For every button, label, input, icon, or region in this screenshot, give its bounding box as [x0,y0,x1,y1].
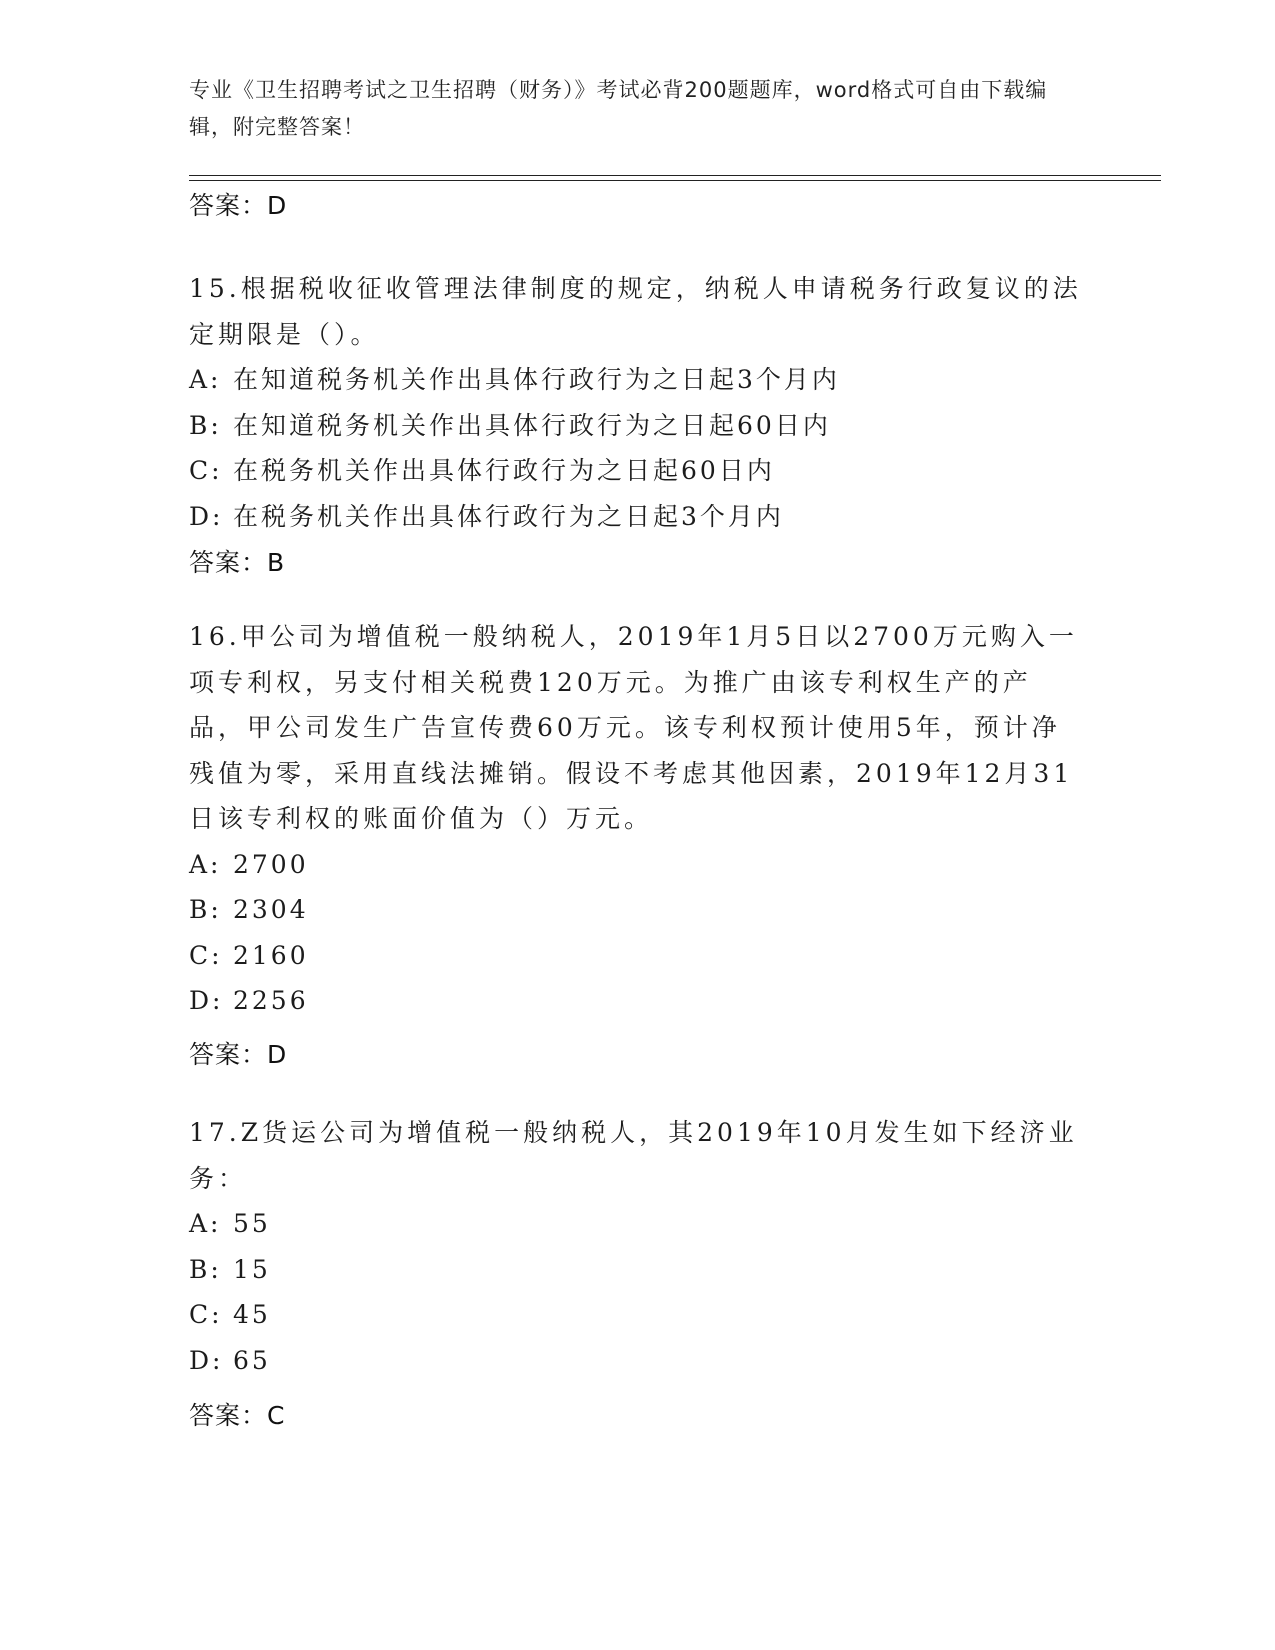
option-list [189,357,1089,539]
option-a: A: 2700 [189,849,309,879]
question-stem: 17.Z货运公司为增值税一般纳税人，其2019年10月发生如下经济业务： [189,1118,1078,1193]
question-stem: 16.甲公司为增值税一般纳税人，2019年1月5日以2700万元购入一项专利权，另支付相关税费120万元。为推广由该专利权生产的产品，甲公司发生广告宣传费60万元。该专利权预计使用5年，预计净残值为零，采用直线法摊销。假设不考虑其他因素，2019年12月31日该专利权的账面价值为（）万元。 [189,622,1078,833]
answer-17: 答案：C [189,1401,286,1430]
option-d: D: 65 [189,1345,271,1375]
answer-16: 答案：D [189,1040,288,1069]
header-divider-bottom [189,180,1161,181]
option-b: B: 2304 [189,895,309,924]
option-c: C: 在税务机关作出具体行政行为之日起60日内 [189,456,775,485]
option-c: C: 2160 [189,940,309,970]
question-stem: 15.根据税收征收管理法律制度的规定，纳税人申请税务行政复议的法定期限是（）。 [189,274,1082,349]
previous-answer: 答案：D [189,191,288,220]
option-a: A: 在知道税务机关作出具体行政行为之日起3个月内 [189,365,840,394]
option-d: D: 在税务机关作出具体行政行为之日起3个月内 [189,501,784,531]
document-header: 专业《卫生招聘考试之卫生招聘（财务）》考试必背200题题库，word格式可自由下载编辑，附完整答案！ [189,78,1048,139]
option-list [189,842,1089,1024]
option-b: B: 在知道税务机关作出具体行政行为之日起60日内 [189,410,831,440]
option-d: D: 2256 [189,986,309,1015]
question-block-16 [189,614,1089,1024]
option-c: C: 45 [189,1300,271,1329]
option-b: B: 15 [189,1254,271,1284]
option-a: A: 55 [189,1209,271,1238]
option-list [189,1201,1089,1383]
answer-15: 答案：B [189,548,286,577]
header-divider-top [189,175,1161,176]
question-block-17 [189,1110,1089,1383]
question-block-15 [189,266,1089,539]
